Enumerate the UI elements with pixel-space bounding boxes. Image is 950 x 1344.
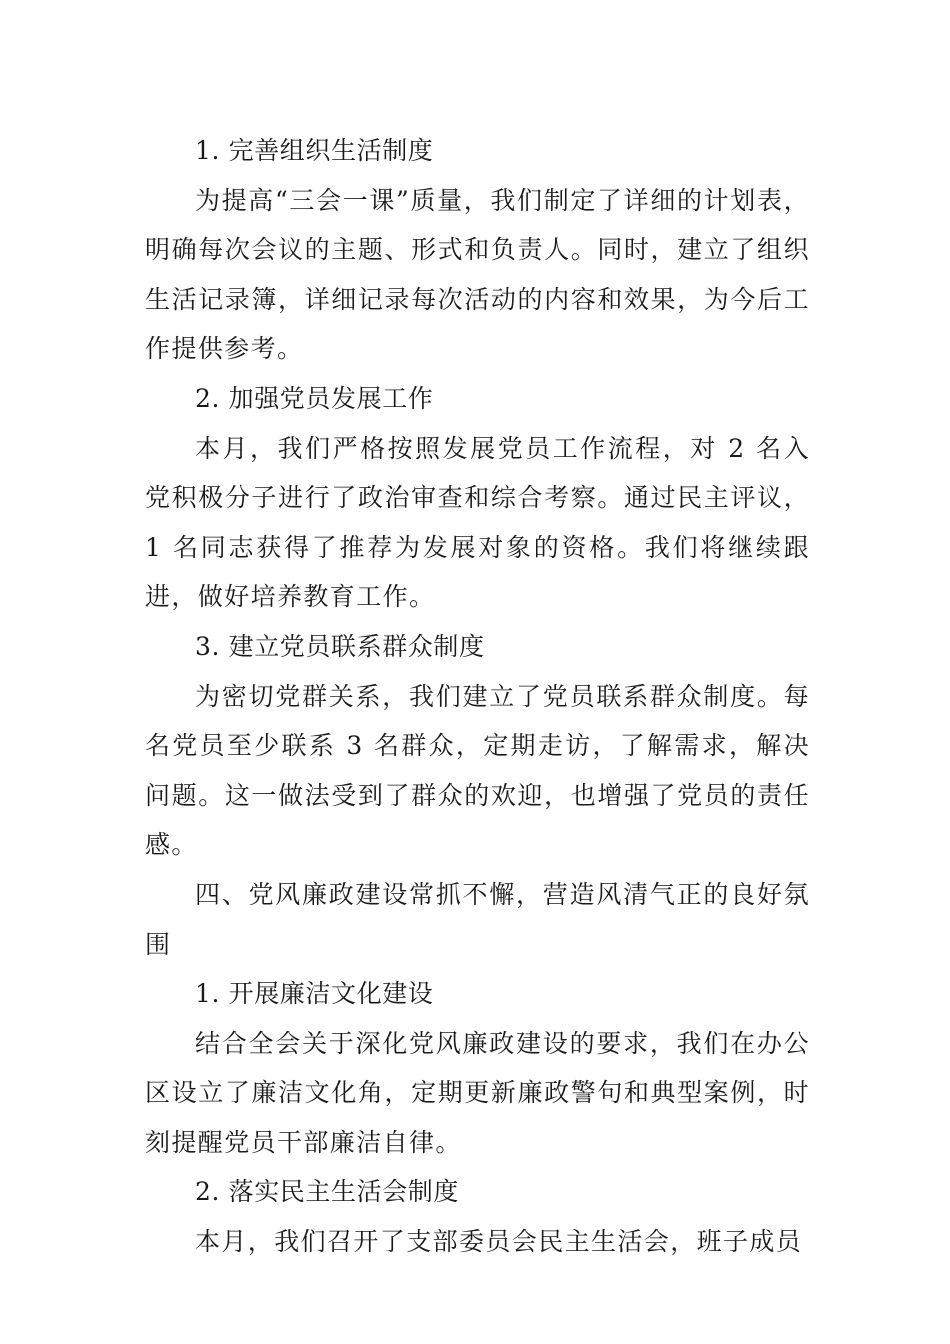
subheading-integrity-culture: 1. 开展廉洁文化建设	[195, 979, 434, 1009]
subheading-mass-contact: 3. 建立党员联系群众制度	[195, 631, 485, 661]
document-body	[145, 126, 810, 1267]
body-paragraph-democratic-life: 本月，我们召开了支部委员会民主生活会，班子成员	[195, 1227, 803, 1257]
body-paragraph-org-life: 为提高“三会一课”质量，我们制定了详细的计划表，明确每次会议的主题、形式和负责人。同时，建立了组织生活记录簿，详细记录每次活动的内容和效果，为今后工作提供参考。	[145, 185, 810, 364]
body-paragraph-integrity-culture: 结合全会关于深化党风廉政建设的要求，我们在办公区设立了廉洁文化角，定期更新廉政警句和典型案例，时刻提醒党员干部廉洁自律。	[145, 1028, 810, 1157]
body-paragraph-member-development: 本月，我们严格按照发展党员工作流程，对 2 名入党积极分子进行了政治审查和综合考察。通过民主评议，1 名同志获得了推荐为发展对象的资格。我们将继续跟进，做好培养教育工作。	[145, 433, 810, 612]
section-heading-integrity: 四、党风廉政建设常抓不懈，营造风清气正的良好氛围	[145, 879, 810, 959]
subheading-member-development: 2. 加强党员发展工作	[195, 383, 434, 413]
body-paragraph-mass-contact: 为密切党群关系，我们建立了党员联系群众制度。每名党员至少联系 3 名群众，定期走访，了解需求，解决问题。这一做法受到了群众的欢迎，也增强了党员的责任感。	[145, 681, 810, 860]
subheading-complete-org-life: 1. 完善组织生活制度	[195, 136, 434, 165]
subheading-democratic-life: 2. 落实民主生活会制度	[195, 1177, 460, 1207]
